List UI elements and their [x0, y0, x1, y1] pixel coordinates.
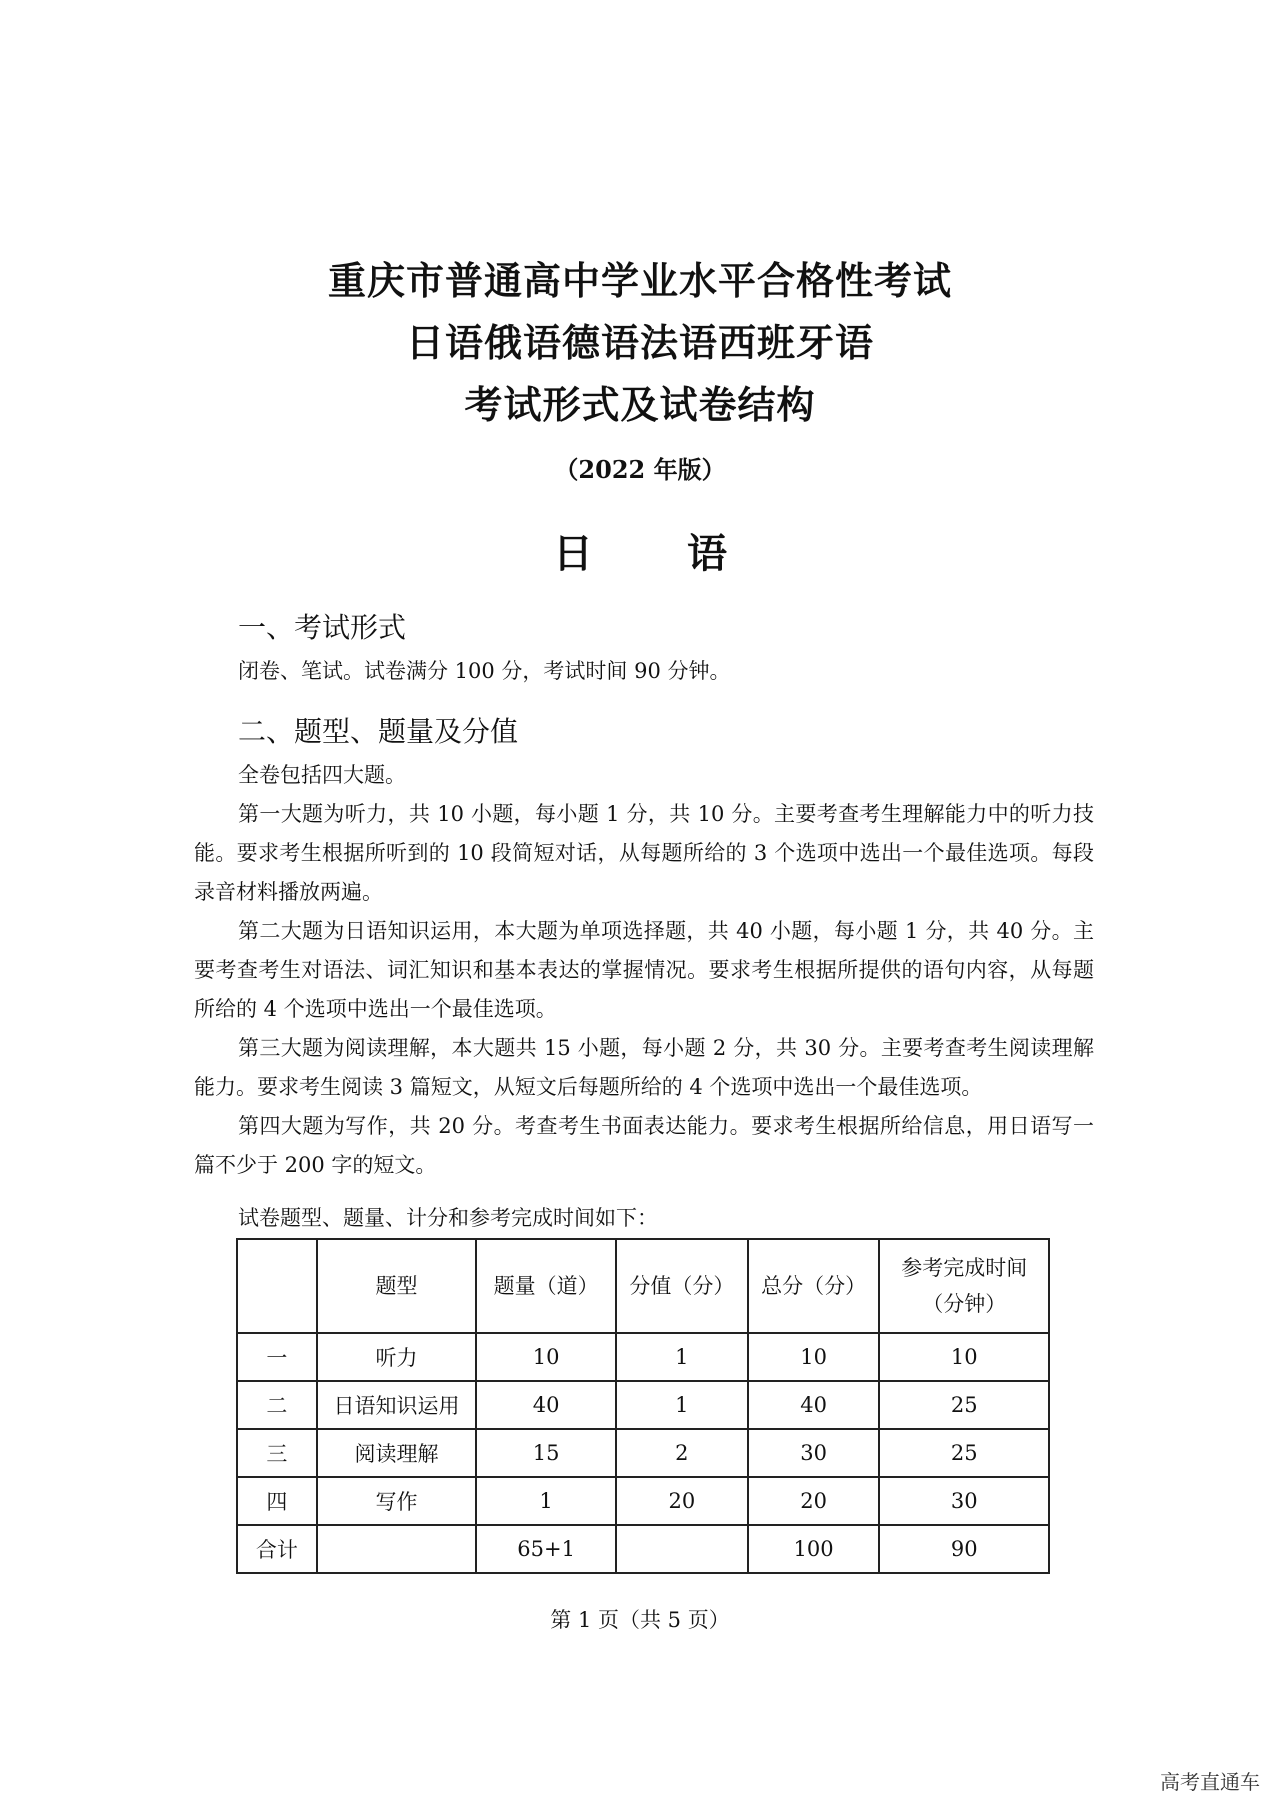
page-footer: 第 1 页（共 5 页） — [550, 1608, 730, 1632]
table-cell: 三 — [237, 1429, 317, 1477]
header-type: 题型 — [317, 1239, 476, 1333]
watermark: 高考直通车 — [1160, 1770, 1260, 1794]
table-cell: 20 — [616, 1477, 748, 1525]
table-cell — [317, 1525, 476, 1573]
section1-heading: 一、考试形式 — [238, 611, 407, 644]
table-cell: 一 — [237, 1333, 317, 1381]
paragraph-part1: 第一大题为听力，共 10 小题，每小题 1 分，共 10 分。主要考查考生理解能力中的听力技能。要求考生根据所听到的 10 段简短对话，从每题所给的 3 个选项中选出一个最佳选项。每段录音材料播放两遍。 — [194, 802, 1094, 904]
table-cell: 25 — [879, 1381, 1049, 1429]
table-row — [237, 1525, 1049, 1573]
table-cell: 1 — [476, 1477, 616, 1525]
table-cell: 10 — [879, 1333, 1049, 1381]
table-cell — [616, 1525, 748, 1573]
table-cell: 听力 — [317, 1333, 476, 1381]
edition-label: （2022 年版） — [554, 455, 726, 484]
table-row — [237, 1333, 1049, 1381]
table-cell: 2 — [616, 1429, 748, 1477]
subject-title: 日 语 — [553, 531, 767, 577]
table-cell: 1 — [616, 1381, 748, 1429]
header-count: 题量（道） — [476, 1239, 616, 1333]
table-row — [237, 1429, 1049, 1477]
table-cell: 合计 — [237, 1525, 317, 1573]
table-cell: 40 — [748, 1381, 880, 1429]
header-time-line2: （分钟） — [922, 1292, 1007, 1316]
title-line-1: 重庆市普通高中学业水平合格性考试 — [327, 259, 952, 303]
table-cell: 30 — [748, 1429, 880, 1477]
table-header-row — [237, 1239, 1049, 1333]
table-cell: 阅读理解 — [317, 1429, 476, 1477]
header-score: 分值（分） — [616, 1239, 748, 1333]
table-cell: 日语知识运用 — [317, 1381, 476, 1429]
table-cell: 20 — [748, 1477, 880, 1525]
section1-text: 闭卷、笔试。试卷满分 100 分，考试时间 90 分钟。 — [238, 659, 731, 683]
table-row — [237, 1477, 1049, 1525]
table-cell: 90 — [879, 1525, 1049, 1573]
table-cell: 100 — [748, 1525, 880, 1573]
header-index — [237, 1239, 317, 1333]
header-total: 总分（分） — [748, 1239, 880, 1333]
title-line-3: 考试形式及试卷结构 — [464, 383, 816, 427]
title-line-2: 日语俄语德语法语西班牙语 — [405, 321, 874, 365]
section2-heading: 二、题型、题量及分值 — [238, 715, 519, 748]
table-caption: 试卷题型、题量、计分和参考完成时间如下： — [238, 1206, 658, 1230]
table-cell: 40 — [476, 1381, 616, 1429]
header-time-line1: 参考完成时间 — [901, 1256, 1028, 1280]
table-cell: 四 — [237, 1477, 317, 1525]
paragraph-part4: 第四大题为写作，共 20 分。考查考生书面表达能力。要求考生根据所给信息，用日语写一篇不少于 200 字的短文。 — [194, 1114, 1094, 1177]
table-cell: 30 — [879, 1477, 1049, 1525]
paragraph-part3: 第三大题为阅读理解，本大题共 15 小题，每小题 2 分，共 30 分。主要考查考生阅读理解能力。要求考生阅读 3 篇短文，从短文后每题所给的 4 个选项中选出一个最佳选项。 — [194, 1036, 1094, 1099]
paragraph-intro: 全卷包括四大题。 — [238, 763, 406, 787]
table-cell: 二 — [237, 1381, 317, 1429]
score-table — [236, 1238, 1050, 1574]
header-time — [879, 1239, 1049, 1333]
table-cell: 65+1 — [476, 1525, 616, 1573]
table-cell: 1 — [616, 1333, 748, 1381]
paragraph-part2: 第二大题为日语知识运用，本大题为单项选择题，共 40 小题，每小题 1 分，共 40 分。主要考查考生对语法、词汇知识和基本表达的掌握情况。要求考生根据所提供的语句内容，从每题所给的 4 个选项中选出一个最佳选项。 — [194, 919, 1094, 1021]
table-row — [237, 1381, 1049, 1429]
table-cell: 写作 — [317, 1477, 476, 1525]
table-cell: 15 — [476, 1429, 616, 1477]
table-cell: 10 — [476, 1333, 616, 1381]
table-cell: 10 — [748, 1333, 880, 1381]
table-cell: 25 — [879, 1429, 1049, 1477]
